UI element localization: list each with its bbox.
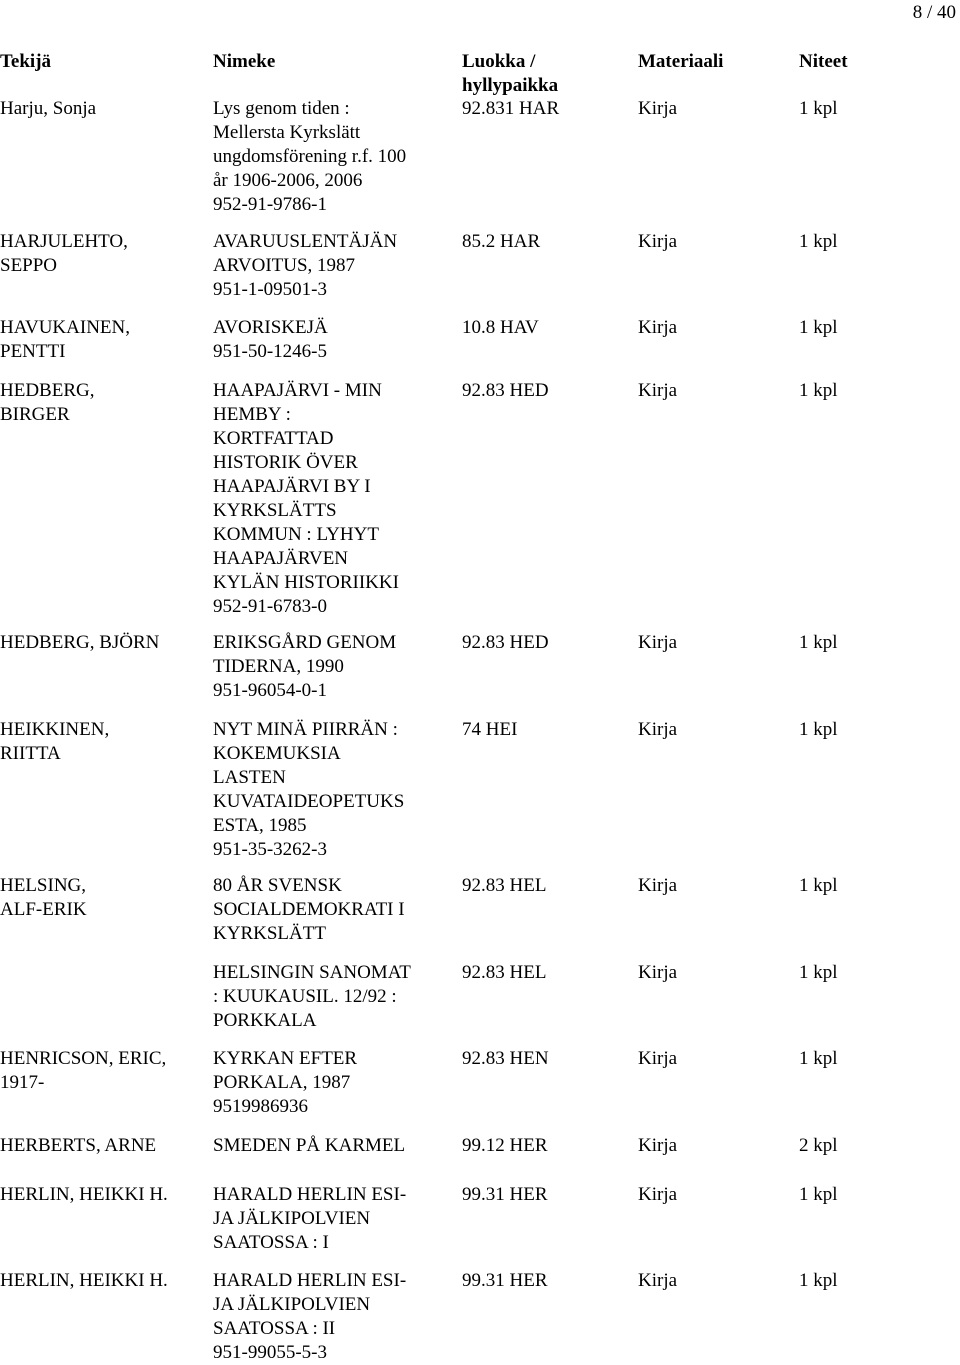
copies-cell: 1 kpl xyxy=(799,875,838,896)
header-class xyxy=(462,50,558,98)
title-cell-line: LASTEN xyxy=(213,767,286,788)
title-cell-line: SMEDEN PÅ KARMEL xyxy=(213,1135,406,1156)
class-cell: 92.83 HEL xyxy=(462,962,547,983)
author-cell xyxy=(0,379,205,427)
author-cell xyxy=(0,874,205,922)
title-cell xyxy=(213,631,438,703)
copies-cell: 2 kpl xyxy=(799,1135,838,1156)
title-cell-line: AVARUUSLENTÄJÄN xyxy=(213,231,398,252)
material-cell: Kirja xyxy=(638,380,678,401)
title-cell xyxy=(213,1047,438,1119)
title-cell-line: KYRKSLÄTTS xyxy=(213,500,337,521)
copies-cell: 1 kpl xyxy=(799,1048,838,1069)
title-cell-line: HELSINGIN SANOMAT xyxy=(213,962,411,983)
title-cell-line: 9519986936 xyxy=(213,1096,308,1117)
title-cell-line: KYLÄN HISTORIIKKI xyxy=(213,572,399,593)
copies-cell: 1 kpl xyxy=(799,231,838,252)
author-cell-line: Harju, Sonja xyxy=(0,98,97,119)
class-cell: 74 HEI xyxy=(462,719,518,740)
title-cell-line: JA JÄLKIPOLVIEN xyxy=(213,1294,371,1315)
author-cell xyxy=(0,1269,205,1293)
title-cell-line: HAAPAJÄRVEN xyxy=(213,548,349,569)
author-cell-line: RIITTA xyxy=(0,743,61,764)
author-cell xyxy=(0,1047,205,1095)
title-cell-line: SOCIALDEMOKRATI I xyxy=(213,899,405,920)
class-cell: 92.831 HAR xyxy=(462,98,560,119)
title-cell-line: HISTORIK ÖVER xyxy=(213,452,358,473)
author-cell xyxy=(0,230,205,278)
author-cell-line: HEIKKINEN, xyxy=(0,719,110,740)
material-cell: Kirja xyxy=(638,962,678,983)
title-cell-line: HAAPAJÄRVI - MIN xyxy=(213,380,382,401)
title-cell-line: år 1906-2006, 2006 xyxy=(213,170,363,191)
header-author: Tekijä xyxy=(0,51,52,72)
copies-cell: 1 kpl xyxy=(799,1270,838,1291)
title-cell-line: : KUUKAUSIL. 12/92 : xyxy=(213,986,397,1007)
author-cell-line: HAVUKAINEN, xyxy=(0,317,131,338)
class-cell: 85.2 HAR xyxy=(462,231,541,252)
author-cell-line: HEDBERG, xyxy=(0,380,95,401)
material-cell: Kirja xyxy=(638,719,678,740)
copies-cell: 1 kpl xyxy=(799,719,838,740)
author-cell-line: HEDBERG, BJÖRN xyxy=(0,632,160,653)
header-class-line1: Luokka / xyxy=(462,51,536,72)
copies-cell: 1 kpl xyxy=(799,317,838,338)
author-cell xyxy=(0,1134,205,1158)
title-cell-line: SAATOSSA : II xyxy=(213,1318,336,1339)
copies-cell: 1 kpl xyxy=(799,962,838,983)
title-cell xyxy=(213,874,438,946)
copies-cell: 1 kpl xyxy=(799,632,838,653)
author-cell xyxy=(0,97,205,121)
title-cell xyxy=(213,718,438,862)
title-cell-line: KYRKSLÄTT xyxy=(213,923,326,944)
class-cell: 99.31 HER xyxy=(462,1270,548,1291)
author-cell-line: PENTTI xyxy=(0,341,66,362)
title-cell-line: HEMBY : xyxy=(213,404,291,425)
author-cell-line: BIRGER xyxy=(0,404,70,425)
author-cell-line: HERLIN, HEIKKI H. xyxy=(0,1270,168,1291)
author-cell xyxy=(0,1183,205,1207)
author-cell-line: HERBERTS, ARNE xyxy=(0,1135,157,1156)
title-cell-line: NYT MINÄ PIIRRÄN : xyxy=(213,719,398,740)
author-cell-line: HARJULEHTO, xyxy=(0,231,128,252)
title-cell-line: KOKEMUKSIA xyxy=(213,743,341,764)
author-cell-line: HERLIN, HEIKKI H. xyxy=(0,1184,168,1205)
class-cell: 92.83 HEN xyxy=(462,1048,549,1069)
title-cell-line: 951-35-3262-3 xyxy=(213,839,327,860)
title-cell-line: PORKALA, 1987 xyxy=(213,1072,351,1093)
author-cell-line: 1917- xyxy=(0,1072,45,1093)
material-cell: Kirja xyxy=(638,632,678,653)
copies-cell: 1 kpl xyxy=(799,1184,838,1205)
header-title: Nimeke xyxy=(213,51,276,72)
copies-cell: 1 kpl xyxy=(799,98,838,119)
author-cell-line: HENRICSON, ERIC, xyxy=(0,1048,167,1069)
title-cell-line: ERIKSGÅRD GENOM xyxy=(213,632,397,653)
material-cell: Kirja xyxy=(638,875,678,896)
header-copies: Niteet xyxy=(799,51,848,72)
title-cell-line: ungdomsförening r.f. 100 xyxy=(213,146,407,167)
material-cell: Kirja xyxy=(638,98,678,119)
author-cell xyxy=(0,718,205,766)
title-cell-line: 951-50-1246-5 xyxy=(213,341,327,362)
author-cell-line: SEPPO xyxy=(0,255,58,276)
page-number: 8 / 40 xyxy=(912,2,956,23)
title-cell-line: 951-96054-0-1 xyxy=(213,680,327,701)
title-cell-line: KYRKAN EFTER xyxy=(213,1048,358,1069)
copies-cell: 1 kpl xyxy=(799,380,838,401)
class-cell: 10.8 HAV xyxy=(462,317,539,338)
title-cell-line: ESTA, 1985 xyxy=(213,815,307,836)
class-cell: 99.31 HER xyxy=(462,1184,548,1205)
material-cell: Kirja xyxy=(638,1135,678,1156)
title-cell-line: 951-1-09501-3 xyxy=(213,279,327,300)
title-cell-line: PORKKALA xyxy=(213,1010,317,1031)
title-cell xyxy=(213,97,438,217)
title-cell-line: KORTFATTAD xyxy=(213,428,334,449)
class-cell: 92.83 HEL xyxy=(462,875,547,896)
title-cell-line: 952-91-6783-0 xyxy=(213,596,327,617)
author-cell-line: HELSING, xyxy=(0,875,87,896)
title-cell xyxy=(213,316,438,364)
title-cell-line: HARALD HERLIN ESI- xyxy=(213,1184,407,1205)
class-cell: 92.83 HED xyxy=(462,632,549,653)
title-cell-line: 952-91-9786-1 xyxy=(213,194,327,215)
author-cell-line: ALF-ERIK xyxy=(0,899,87,920)
header-class-line2: hyllypaikka xyxy=(462,75,559,96)
title-cell-line: 80 ÅR SVENSK xyxy=(213,875,342,896)
title-cell-line: KOMMUN : LYHYT xyxy=(213,524,379,545)
material-cell: Kirja xyxy=(638,1184,678,1205)
title-cell-line: JA JÄLKIPOLVIEN xyxy=(213,1208,371,1229)
material-cell: Kirja xyxy=(638,1270,678,1291)
header-material: Materiaali xyxy=(638,51,724,72)
title-cell-line: ARVOITUS, 1987 xyxy=(213,255,356,276)
title-cell xyxy=(213,1183,438,1255)
title-cell xyxy=(213,379,438,619)
title-cell-line: AVORISKEJÄ xyxy=(213,317,328,338)
material-cell: Kirja xyxy=(638,317,678,338)
title-cell-line: Mellersta Kyrkslätt xyxy=(213,122,361,143)
class-cell: 92.83 HED xyxy=(462,380,549,401)
title-cell-line: HARALD HERLIN ESI- xyxy=(213,1270,407,1291)
title-cell-line: HAAPAJÄRVI BY I xyxy=(213,476,371,497)
material-cell: Kirja xyxy=(638,1048,678,1069)
title-cell-line: Lys genom tiden : xyxy=(213,98,350,119)
title-cell-line: 951-99055-5-3 xyxy=(213,1342,327,1363)
class-cell: 99.12 HER xyxy=(462,1135,548,1156)
title-cell-line: SAATOSSA : I xyxy=(213,1232,329,1253)
title-cell xyxy=(213,1134,438,1158)
author-cell xyxy=(0,631,205,655)
title-cell-line: TIDERNA, 1990 xyxy=(213,656,344,677)
title-cell xyxy=(213,230,438,302)
title-cell xyxy=(213,961,438,1033)
author-cell xyxy=(0,316,205,364)
title-cell-line: KUVATAIDEOPETUKS xyxy=(213,791,405,812)
title-cell xyxy=(213,1269,438,1365)
material-cell: Kirja xyxy=(638,231,678,252)
